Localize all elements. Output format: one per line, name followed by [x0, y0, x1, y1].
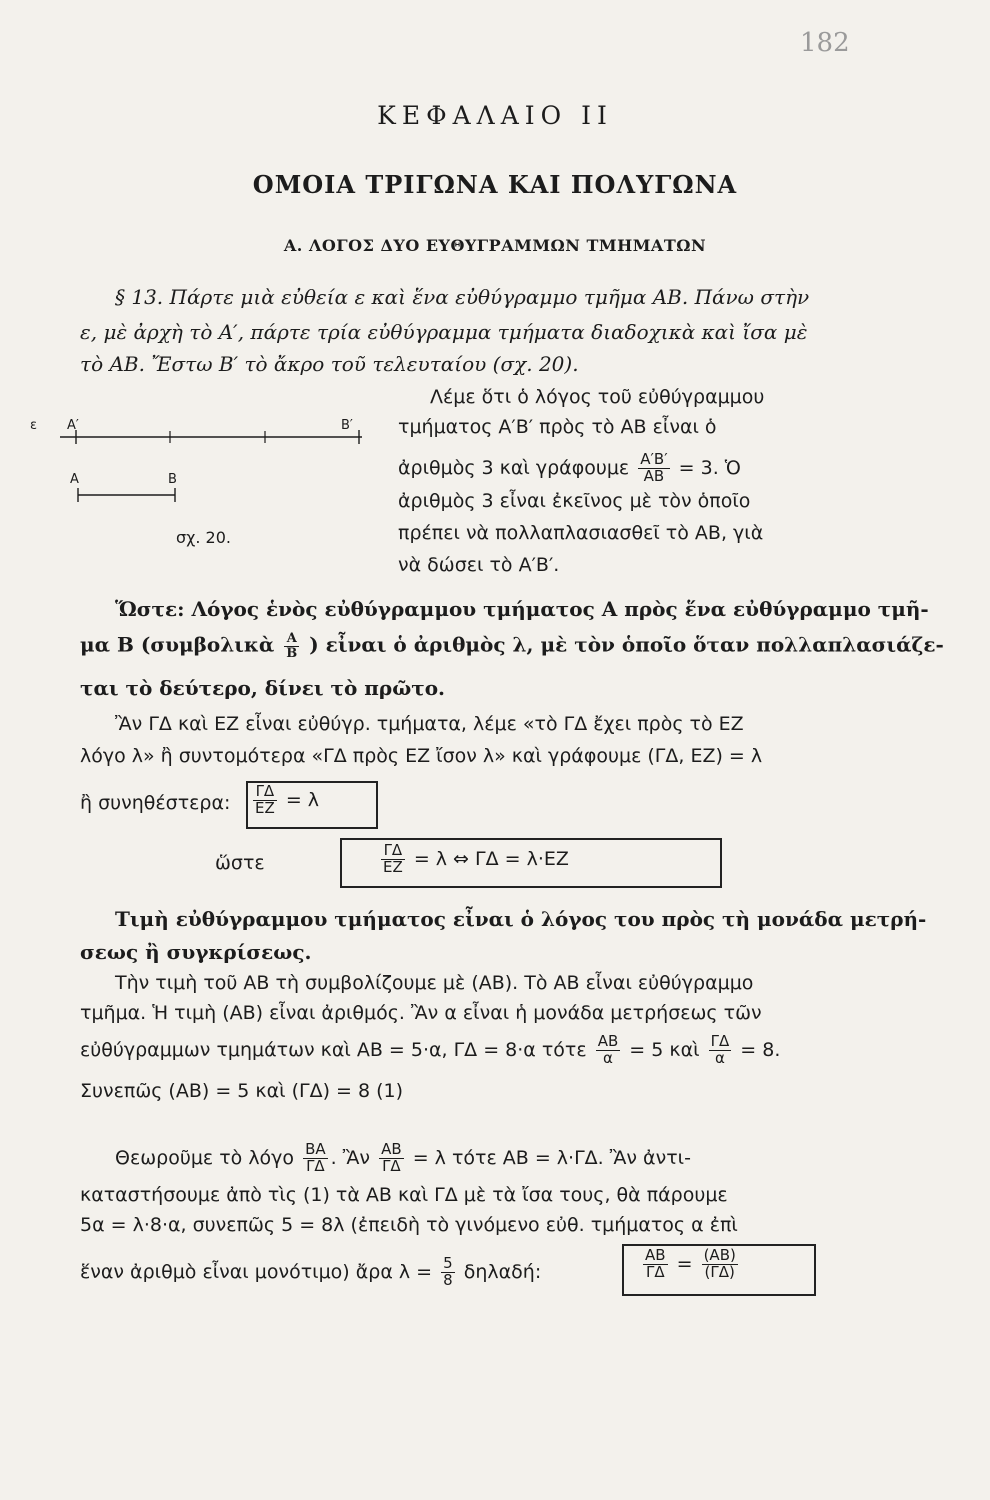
- chapter-heading: ΚΕΦΑΛΑΙΟ ΙΙ: [377, 101, 613, 130]
- gd-line3: ἢ συνηθέστερα:: [80, 792, 231, 814]
- fraction-a-over-b: $\frac{A}{B}$: [286, 631, 298, 661]
- label-e: ε: [30, 418, 38, 433]
- fraction-5-over-8: $\frac{5}{8}$: [443, 1254, 453, 1289]
- fraction-ab-over-gd: $\frac{AB}{\Gamma\Delta}$: [381, 1140, 402, 1175]
- label-b-prime: Β′: [341, 418, 353, 433]
- page-number: 182: [800, 28, 850, 58]
- figure-caption: σχ. 20.: [176, 528, 231, 547]
- section-heading: Α. ΛΟΓΟΣ ΔΥΟ ΕΥΘΥΓΡΑΜΜΩΝ ΤΜΗΜΑΤΩΝ: [283, 236, 707, 255]
- definition-line3: ται τὸ δεύτερο, δίνει τὸ πρῶτο.: [80, 676, 445, 700]
- fraction-ab-over-alpha: $\frac{AB}{\alpha}$: [597, 1032, 619, 1067]
- ratio-line3: 5α = λ·8·α, συνεπῶς 5 = 8λ (ἐπειδὴ τὸ γινόμενο εὐθ. τμήματος α ἐπὶ: [80, 1214, 738, 1236]
- fraction-gd-over-ez: $\frac{\Gamma\Delta}{EZ}$: [255, 782, 275, 817]
- fraction-value-ab-over-value-gd: $\frac{(AB)}{(\Gamma\Delta)}$: [703, 1246, 736, 1281]
- right-line3: ἀριθμὸς 3 καὶ γράφουμε $\frac{A'B'}{AB}$ = 3. Ὁ: [398, 450, 741, 485]
- fraction-a-prime-b-prime-over-ab: $\frac{A'B'}{AB}$: [640, 450, 668, 485]
- right-line6: νὰ δώσει τὸ Α′Β′.: [398, 554, 560, 576]
- right-line4: ἀριθμὸς 3 εἶναι ἐκεῖνος μὲ τὸν ὁποῖο: [398, 490, 751, 512]
- fraction-ba-over-gd: $\frac{BA}{\Gamma\Delta}$: [305, 1140, 326, 1175]
- chapter-title: ΟΜΟΙΑ ΤΡΙΓΩΝΑ ΚΑΙ ΠΟΛΥΓΩΝΑ: [252, 170, 738, 199]
- formula-box-1-content: $\frac{\Gamma\Delta}{EZ}$ = λ: [255, 782, 320, 817]
- value-line4: Συνεπῶς (ΑΒ) = 5 καὶ (ΓΔ) = 8 (1): [80, 1080, 404, 1102]
- value-definition-line2: σεως ἢ συγκρίσεως.: [80, 940, 312, 964]
- formula-box-2-content: $\frac{\Gamma\Delta}{EZ}$ = λ ⇔ ΓΔ = λ·ΕΖ: [383, 841, 569, 876]
- right-line2: τμήματος Α′Β′ πρὸς τὸ ΑΒ εἶναι ὁ: [398, 416, 717, 438]
- fraction-gd-over-alpha: $\frac{\Gamma\Delta}{\alpha}$: [710, 1032, 730, 1067]
- para13-line1: § 13. Πάρτε μιὰ εὐθεία ε καὶ ἕνα εὐθύγραμμο τμῆμα ΑΒ. Πάνω στὴν: [115, 285, 810, 309]
- right-line5: πρέπει νὰ πολλαπλασιασθεῖ τὸ ΑΒ, γιὰ: [398, 522, 764, 544]
- ratio-line2: καταστήσουμε ἀπὸ τὶς (1) τὰ ΑΒ καὶ ΓΔ μὲ τὰ ἴσα τους, θὰ πάρουμε: [80, 1184, 728, 1206]
- label-b: Β: [168, 472, 177, 487]
- fraction-ab-over-gd-box: $\frac{AB}{\Gamma\Delta}$: [645, 1246, 666, 1281]
- fraction-gd-over-ez-2: $\frac{\Gamma\Delta}{EZ}$: [383, 841, 403, 876]
- value-line2: τμῆμα. Ἡ τιμὴ (ΑΒ) εἶναι ἀριθμός. Ἂν α εἶναι ἡ μονάδα μετρήσεως τῶν: [80, 1002, 762, 1024]
- right-line1: Λέμε ὅτι ὁ λόγος τοῦ εὐθύγραμμου: [430, 386, 765, 408]
- ratio-line1: Θεωροῦμε τὸ λόγο $\frac{BA}{\Gamma\Delta}$ . Ἂν $\frac{AB}{\Gamma\Delta}$ = λ τότε ΑΒ = λ·ΓΔ. Ἂν ἀντι-: [115, 1140, 691, 1175]
- label-a-prime: Α′: [67, 418, 79, 433]
- gd-line1: Ἂν ΓΔ καὶ ΕΖ εἶναι εὐθύγρ. τμήματα, λέμε «τὸ ΓΔ ἔχει πρὸς τὸ ΕΖ: [115, 713, 744, 735]
- value-line3: εὐθύγραμμων τμημάτων καὶ ΑΒ = 5·α, ΓΔ = 8·α τότε $\frac{AB}{\alpha}$ = 5 καὶ $\frac{\Gamma\Delta}{\alpha}$ = 8.: [80, 1032, 781, 1067]
- para13-line2: ε, μὲ ἀρχὴ τὸ Α′, πάρτε τρία εὐθύγραμμα τμήματα διαδοχικὰ καὶ ἴσα μὲ: [80, 320, 808, 344]
- so-label: ὥστε: [215, 852, 265, 874]
- definition-line2: μα Β (συμβολικὰ $\frac{A}{B}$ ) εἶναι ὁ ἀριθμὸς λ, μὲ τὸν ὁποῖο ὅταν πολλαπλασιάζε-: [80, 631, 944, 661]
- ratio-line4: ἕναν ἀριθμὸ εἶναι μονότιμο) ἄρα λ = $\frac{5}{8}$ δηλαδή:: [80, 1254, 542, 1289]
- value-definition-line1: Τιμὴ εὐθύγραμμου τμήματος εἶναι ὁ λόγος του πρὸς τὴ μονάδα μετρή-: [115, 907, 927, 931]
- gd-line2: λόγο λ» ἢ συντομότερα «ΓΔ πρὸς ΕΖ ἴσον λ» καὶ γράφουμε (ΓΔ, ΕΖ) = λ: [80, 745, 763, 767]
- value-line1: Τὴν τιμὴ τοῦ ΑΒ τὴ συμβολίζουμε μὲ (ΑΒ). Τὸ ΑΒ εἶναι εὐθύγραμμο: [115, 972, 754, 994]
- para13-line3: τὸ ΑΒ. Ἔστω Β′ τὸ ἄκρο τοῦ τελευταίου (σχ. 20).: [80, 352, 579, 376]
- definition-line1: Ὥστε: Λόγος ἑνὸς εὐθύγραμμου τμήματος Α πρὸς ἕνα εὐθύγραμμο τμῆ-: [115, 597, 929, 621]
- label-a: Α: [70, 472, 79, 487]
- formula-box-3-content: $\frac{AB}{\Gamma\Delta}$ = $\frac{(AB)}{(\Gamma\Delta)}$: [645, 1246, 736, 1281]
